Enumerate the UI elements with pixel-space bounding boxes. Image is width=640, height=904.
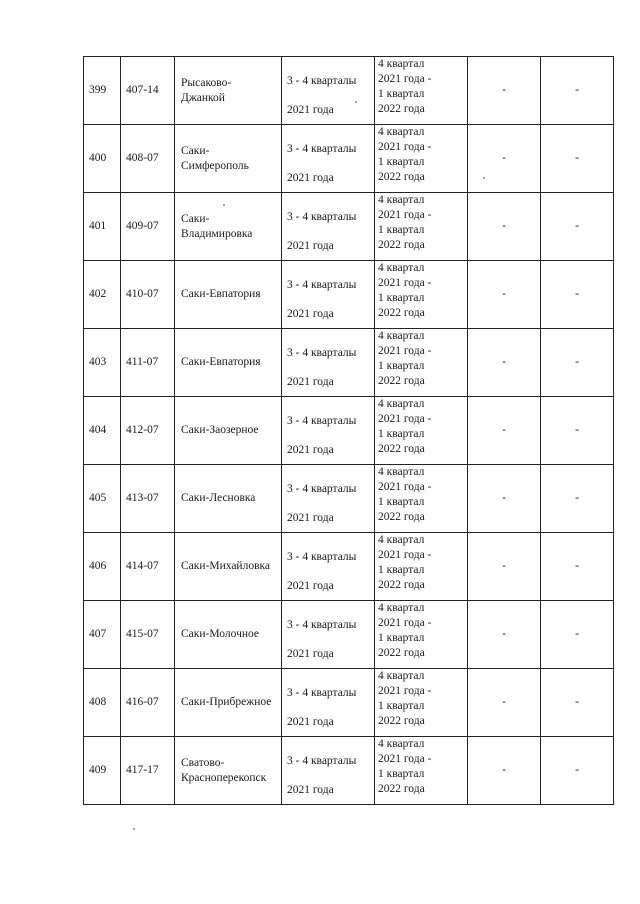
period-cell-line: 2021 года — [287, 784, 334, 796]
range-cell-line: 1 квартал — [378, 428, 425, 440]
range-cell-line: 2022 года — [378, 511, 425, 523]
value-b-cell — [541, 737, 614, 805]
route-code-cell — [121, 397, 175, 465]
value-b-cell — [541, 329, 614, 397]
route-code-cell-line: 413-07 — [126, 492, 159, 504]
value-b-cell-line: - — [575, 288, 579, 300]
value-a-cell-line: - — [502, 492, 506, 504]
route-code-cell-line: 414-07 — [126, 560, 159, 572]
period-cell-line: 3 - 4 кварталы — [287, 211, 357, 223]
value-a-cell-line: - — [502, 560, 506, 572]
range-cell-line: 2021 года - — [378, 277, 432, 289]
route-name-cell — [175, 669, 282, 737]
period-cell-line: 2021 года — [287, 580, 334, 592]
range-cell-line: 2022 года — [378, 307, 425, 319]
route-name-cell-line: Саки-Евпатория — [181, 356, 261, 368]
row-number-cell — [84, 329, 121, 397]
range-cell-line: 2021 года - — [378, 413, 432, 425]
value-b-cell — [541, 533, 614, 601]
route-code-cell — [121, 261, 175, 329]
row-number-cell — [84, 57, 121, 125]
range-cell — [375, 125, 468, 193]
range-cell-line: 2022 года — [378, 239, 425, 251]
row-number-cell-line: 403 — [89, 356, 107, 368]
table-row — [84, 57, 614, 125]
route-name-cell-line: Саки-Молочное — [181, 628, 260, 640]
range-cell-line: 2021 года - — [378, 73, 432, 85]
scan-speck — [483, 177, 485, 179]
scan-speck — [355, 101, 357, 103]
route-code-cell-line: 412-07 — [126, 424, 159, 436]
period-cell-line: 3 - 4 кварталы — [287, 75, 357, 87]
period-cell-line: 2021 года — [287, 104, 334, 116]
range-cell-line: 1 квартал — [378, 768, 425, 780]
period-cell — [282, 329, 375, 397]
route-name-cell — [175, 193, 282, 261]
route-code-cell — [121, 669, 175, 737]
range-cell — [375, 193, 468, 261]
route-code-cell-line: 409-07 — [126, 220, 159, 232]
period-cell-line: 3 - 4 кварталы — [287, 551, 357, 563]
route-code-cell-line: 407-14 — [126, 84, 159, 96]
period-cell-line: 2021 года — [287, 240, 334, 252]
period-cell-line: 3 - 4 кварталы — [287, 687, 357, 699]
table-row — [84, 465, 614, 533]
range-cell-line: 1 квартал — [378, 360, 425, 372]
value-a-cell — [468, 193, 541, 261]
value-b-cell — [541, 261, 614, 329]
value-a-cell — [468, 669, 541, 737]
range-cell — [375, 261, 468, 329]
table-row — [84, 669, 614, 737]
value-a-cell-line: - — [502, 356, 506, 368]
range-cell-line: 4 квартал — [378, 398, 425, 410]
value-b-cell — [541, 57, 614, 125]
range-cell-line: 1 квартал — [378, 564, 425, 576]
value-a-cell-line: - — [502, 288, 506, 300]
range-cell-line: 2021 года - — [378, 753, 432, 765]
range-cell-line: 2022 года — [378, 443, 425, 455]
route-name-cell-line: Саки-Михайловка — [181, 560, 271, 572]
route-code-cell-line: 411-07 — [126, 356, 159, 368]
value-a-cell — [468, 329, 541, 397]
route-code-cell — [121, 533, 175, 601]
row-number-cell — [84, 397, 121, 465]
range-cell-line: 1 квартал — [378, 496, 425, 508]
period-cell-line: 2021 года — [287, 716, 334, 728]
value-a-cell-line: - — [502, 628, 506, 640]
table-row — [84, 125, 614, 193]
value-b-cell — [541, 601, 614, 669]
value-a-cell-line: - — [502, 696, 506, 708]
route-name-cell-line: Саки- — [181, 144, 210, 157]
route-code-cell-line: 416-07 — [126, 696, 159, 708]
schedule-table — [83, 56, 614, 805]
table-body — [84, 57, 614, 805]
range-cell-line: 4 квартал — [378, 194, 425, 206]
period-cell-line: 2021 года — [287, 648, 334, 660]
period-cell — [282, 601, 375, 669]
range-cell-line: 1 квартал — [378, 292, 425, 304]
value-a-cell — [468, 737, 541, 805]
range-cell-line: 4 квартал — [378, 58, 425, 70]
range-cell-line: 1 квартал — [378, 700, 425, 712]
row-number-cell — [84, 737, 121, 805]
range-cell-line: 2021 года - — [378, 481, 432, 493]
route-code-cell — [121, 193, 175, 261]
value-b-cell-line: - — [575, 220, 579, 232]
row-number-cell-line: 400 — [89, 152, 107, 164]
range-cell-line: 1 квартал — [378, 88, 425, 100]
period-cell — [282, 193, 375, 261]
scan-speck — [223, 204, 225, 206]
period-cell-line: 3 - 4 кварталы — [287, 143, 357, 155]
period-cell-line: 2021 года — [287, 444, 334, 456]
range-cell-line: 4 квартал — [378, 534, 425, 546]
value-a-cell-line: - — [502, 152, 506, 164]
range-cell-line: 2021 года - — [378, 685, 432, 697]
route-code-cell — [121, 737, 175, 805]
row-number-cell — [84, 125, 121, 193]
period-cell-line: 3 - 4 кварталы — [287, 619, 357, 631]
range-cell-line: 2021 года - — [378, 141, 432, 153]
range-cell — [375, 669, 468, 737]
period-cell-line: 2021 года — [287, 308, 334, 320]
range-cell — [375, 465, 468, 533]
route-name-cell-line: Саки-Заозерное — [181, 424, 259, 436]
range-cell — [375, 57, 468, 125]
route-code-cell-line: 408-07 — [126, 152, 159, 164]
value-b-cell — [541, 669, 614, 737]
range-cell-line: 2022 года — [378, 715, 425, 727]
route-name-cell — [175, 397, 282, 465]
route-code-cell — [121, 125, 175, 193]
range-cell — [375, 601, 468, 669]
value-b-cell-line: - — [575, 152, 579, 164]
row-number-cell-line: 405 — [89, 492, 107, 504]
period-cell — [282, 261, 375, 329]
value-b-cell — [541, 397, 614, 465]
range-cell-line: 1 квартал — [378, 632, 425, 644]
value-b-cell-line: - — [575, 764, 579, 776]
route-code-cell-line: 410-07 — [126, 288, 159, 300]
period-cell-line: 3 - 4 кварталы — [287, 483, 357, 495]
route-code-cell-line: 417-17 — [126, 764, 159, 776]
range-cell-line: 2022 года — [378, 579, 425, 591]
value-b-cell-line: - — [575, 424, 579, 436]
row-number-cell-line: 406 — [89, 560, 107, 572]
period-cell-line: 3 - 4 кварталы — [287, 279, 357, 291]
value-a-cell — [468, 465, 541, 533]
route-name-cell-line: Саки- — [181, 212, 210, 225]
route-name-cell — [175, 125, 282, 193]
period-cell — [282, 397, 375, 465]
route-name-cell-line: Саки-Лесновка — [181, 492, 256, 504]
route-code-cell — [121, 329, 175, 397]
value-b-cell-line: - — [575, 356, 579, 368]
table-row — [84, 397, 614, 465]
value-a-cell — [468, 601, 541, 669]
range-cell — [375, 737, 468, 805]
range-cell-line: 2021 года - — [378, 617, 432, 629]
range-cell-line: 4 квартал — [378, 330, 425, 342]
row-number-cell-line: 399 — [89, 84, 107, 96]
value-a-cell-line: - — [502, 424, 506, 436]
value-b-cell — [541, 125, 614, 193]
table-row — [84, 601, 614, 669]
range-cell-line: 2021 года - — [378, 345, 432, 357]
row-number-cell-line: 407 — [89, 628, 107, 640]
row-number-cell-line: 402 — [89, 288, 107, 300]
value-a-cell — [468, 125, 541, 193]
value-b-cell-line: - — [575, 492, 579, 504]
route-name-cell — [175, 57, 282, 125]
route-name-cell-line: Сватово- — [181, 756, 225, 769]
period-cell-line: 2021 года — [287, 512, 334, 524]
range-cell-line: 1 квартал — [378, 224, 425, 236]
period-cell-line: 3 - 4 кварталы — [287, 755, 357, 767]
route-name-cell-line: Владимировка — [181, 227, 253, 240]
route-name-cell-line: Джанкой — [181, 91, 225, 104]
range-cell-line: 2022 года — [378, 375, 425, 387]
row-number-cell-line: 401 — [89, 220, 107, 232]
range-cell-line: 2022 года — [378, 171, 425, 183]
route-name-cell-line: Рысаково- — [181, 76, 232, 89]
range-cell-line: 4 квартал — [378, 670, 425, 682]
value-a-cell-line: - — [502, 84, 506, 96]
value-a-cell — [468, 261, 541, 329]
range-cell-line: 4 квартал — [378, 466, 425, 478]
range-cell-line: 2021 года - — [378, 549, 432, 561]
range-cell-line: 2022 года — [378, 103, 425, 115]
table-row — [84, 193, 614, 261]
value-b-cell — [541, 193, 614, 261]
row-number-cell — [84, 193, 121, 261]
value-a-cell — [468, 397, 541, 465]
route-name-cell — [175, 737, 282, 805]
range-cell — [375, 533, 468, 601]
route-name-cell — [175, 261, 282, 329]
table-row — [84, 533, 614, 601]
period-cell — [282, 125, 375, 193]
value-b-cell-line: - — [575, 84, 579, 96]
period-cell-line: 3 - 4 кварталы — [287, 347, 357, 359]
route-name-cell — [175, 601, 282, 669]
row-number-cell — [84, 261, 121, 329]
period-cell-line: 2021 года — [287, 376, 334, 388]
value-b-cell-line: - — [575, 628, 579, 640]
period-cell-line: 2021 года — [287, 172, 334, 184]
route-code-cell — [121, 465, 175, 533]
route-name-cell-line: Симферополь — [181, 159, 249, 172]
route-name-cell-line: Саки-Прибрежное — [181, 696, 272, 708]
route-code-cell-line: 415-07 — [126, 628, 159, 640]
range-cell — [375, 329, 468, 397]
value-a-cell-line: - — [502, 764, 506, 776]
period-cell — [282, 533, 375, 601]
route-name-cell-line: Красноперекопск — [181, 771, 267, 784]
range-cell-line: 4 квартал — [378, 262, 425, 274]
value-a-cell — [468, 533, 541, 601]
range-cell-line: 4 квартал — [378, 602, 425, 614]
route-code-cell — [121, 601, 175, 669]
period-cell — [282, 57, 375, 125]
value-b-cell-line: - — [575, 560, 579, 572]
row-number-cell — [84, 601, 121, 669]
table-row — [84, 261, 614, 329]
range-cell-line: 4 квартал — [378, 126, 425, 138]
period-cell — [282, 465, 375, 533]
table-row — [84, 737, 614, 805]
value-b-cell-line: - — [575, 696, 579, 708]
route-name-cell — [175, 533, 282, 601]
route-name-cell — [175, 465, 282, 533]
row-number-cell-line: 404 — [89, 424, 107, 436]
period-cell — [282, 737, 375, 805]
route-name-cell-line: Саки-Евпатория — [181, 288, 261, 300]
range-cell-line: 2022 года — [378, 783, 425, 795]
table-row — [84, 329, 614, 397]
value-b-cell — [541, 465, 614, 533]
value-a-cell-line: - — [502, 220, 506, 232]
route-name-cell — [175, 329, 282, 397]
value-a-cell — [468, 57, 541, 125]
range-cell-line: 1 квартал — [378, 156, 425, 168]
route-code-cell — [121, 57, 175, 125]
row-number-cell-line: 409 — [89, 764, 107, 776]
row-number-cell-line: 408 — [89, 696, 107, 708]
range-cell-line: 2021 года - — [378, 209, 432, 221]
scan-speck — [133, 828, 135, 830]
range-cell-line: 4 квартал — [378, 738, 425, 750]
period-cell — [282, 669, 375, 737]
range-cell — [375, 397, 468, 465]
range-cell-line: 2022 года — [378, 647, 425, 659]
period-cell-line: 3 - 4 кварталы — [287, 415, 357, 427]
row-number-cell — [84, 465, 121, 533]
row-number-cell — [84, 669, 121, 737]
row-number-cell — [84, 533, 121, 601]
